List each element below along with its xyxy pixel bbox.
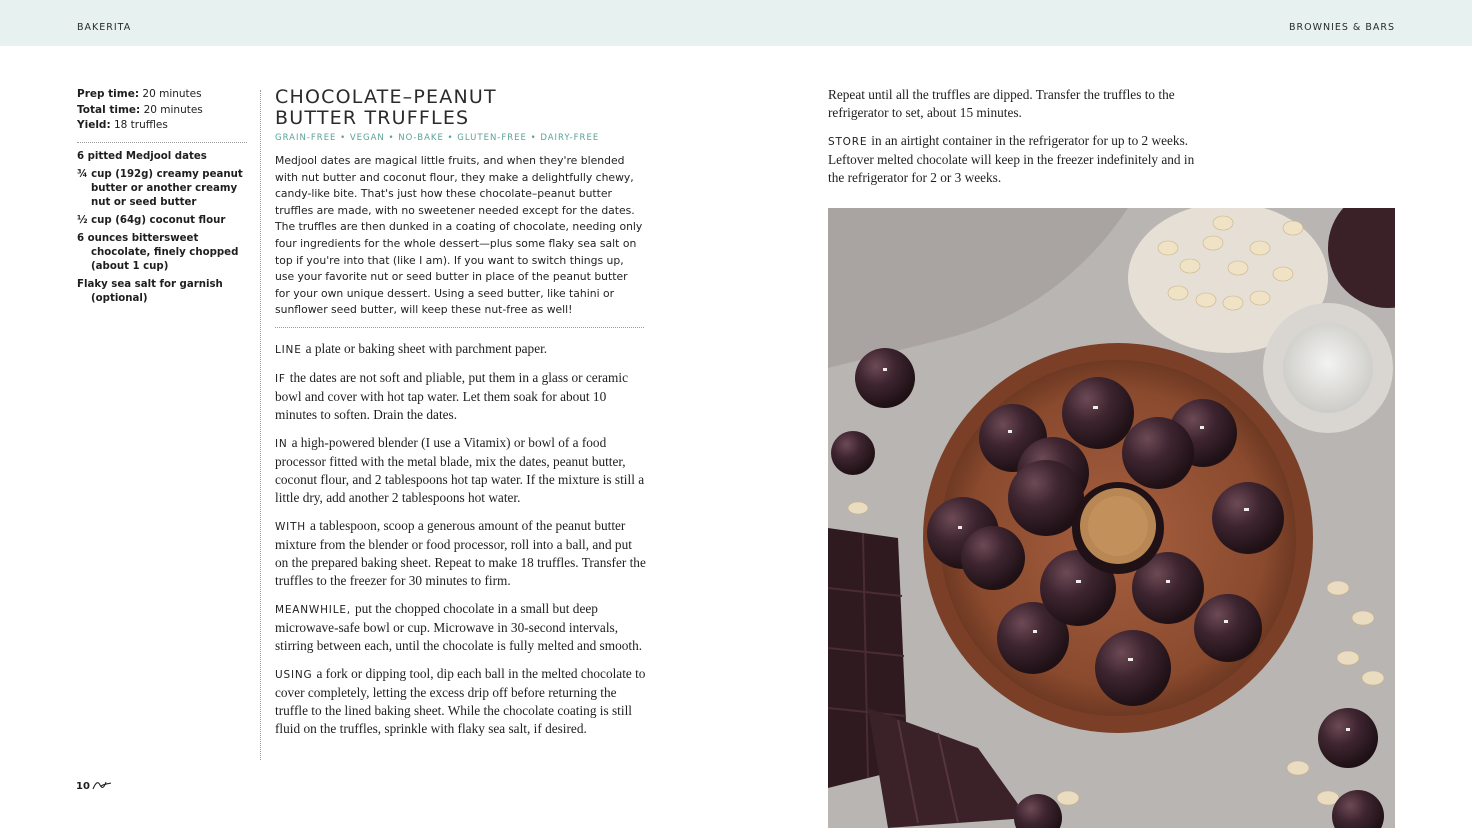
- ingredient-list: [77, 150, 249, 310]
- ingredient-item: 6 pitted Medjool dates: [77, 151, 207, 162]
- diet-tags: GRAIN-FREE • VEGAN • NO-BAKE • GLUTEN-FREE • DAIRY-FREE: [275, 133, 600, 143]
- meta-divider: [77, 142, 247, 143]
- recipe-title: CHOCOLATE–PEANUT BUTTER TRUFFLES: [275, 86, 497, 129]
- storage-note: STORE in an airtight container in the refrigerator for up to 2 weeks. Leftover melted chocolate will keep in the freezer indefinitely and in the refrigerator for 2 or 3 weeks.: [828, 133, 1195, 185]
- method-steps: [275, 340, 647, 748]
- yield: Yield: 18 truffles: [77, 119, 168, 131]
- sea-salt: [1283, 323, 1373, 413]
- method-step: WITH a tablespoon, scoop a generous amount of the peanut butter mixture from the blender or food processor, roll into a ball, and put on the prepared baking sheet. Repeat to make 18 truffles. Transfer the truffles to the freezer for 30 minutes to firm.: [275, 518, 646, 588]
- recipe-intro: Medjool dates are magical little fruits, and when they're blended with nut butter and coconut flour, they make a delightfully chewy, candy-like bite. That's just how these chocolate–peanut butter truffles are made, with no sweetener needed except for the dates. The truffles are then dunked in a coating of chocolate, needing only four ingredients for the whole dessert—plus some flaky sea salt on top if you're into that (like I am). If you want to switch things up, use your favorite nut or seed butter in place of the peanut butter for your own unique dessert. Using a seed butter, like tahini or sunflower seed butter, will keep these nut-free as well!: [275, 154, 643, 317]
- method-step: LINE a plate or baking sheet with parchment paper.: [275, 341, 548, 356]
- page-number: 10: [76, 781, 90, 792]
- recipe-meta: [77, 87, 247, 134]
- header-band: [0, 0, 1472, 46]
- ingredient-item: ¾ cup (192g) creamy peanut butter or another creamy nut or seed butter: [77, 169, 243, 208]
- method-step: MEANWHILE, put the chopped chocolate in a small but deep microwave-safe bowl or cup. Microwave in 30-second intervals, stirring between each, until the chocolate is fully melted and smooth.: [275, 601, 643, 653]
- column-divider: [260, 90, 261, 760]
- ingredient-item: Flaky sea salt for garnish (optional): [77, 279, 223, 304]
- prep-time: Prep time: 20 minutes: [77, 88, 202, 100]
- intro-divider: [275, 327, 644, 328]
- ingredient-item: 6 ounces bittersweet chocolate, finely chopped (about 1 cup): [77, 233, 239, 272]
- method-step: IF the dates are not soft and pliable, put them in a glass or ceramic bowl and cover with hot tap water. Let them soak for about 10 minutes to soften. Drain the dates.: [275, 370, 628, 422]
- truffles-photo-illustration: [828, 208, 1395, 828]
- running-head-right: BROWNIES & BARS: [1288, 22, 1395, 33]
- right-page-paragraph: Repeat until all the truffles are dipped. Transfer the truffles to the refrigerator to set, about 15 minutes.: [828, 87, 1175, 120]
- signature-logo-icon: [92, 779, 112, 791]
- truffles-photo: [828, 208, 1395, 828]
- running-head-left: BAKERITA: [77, 22, 132, 33]
- method-step: IN a high-powered blender (I use a Vitamix) or bowl of a food processor fitted with the metal blade, mix the dates, peanut butter, coconut flour, and 2 tablespoons hot tap water. If the mixture is still a little dry, add another 2 tablespoons hot water.: [275, 435, 645, 505]
- ingredient-item: ½ cup (64g) coconut flour: [77, 215, 226, 226]
- total-time: Total time: 20 minutes: [77, 103, 203, 116]
- method-step: USING a fork or dipping tool, dip each ball in the melted chocolate to cover completely, letting the excess drip off before returning the truffle to the lined baking sheet. While the chocolate coating is still fluid on the truffles, sprinkle with flaky sea salt, if desired.: [275, 666, 646, 736]
